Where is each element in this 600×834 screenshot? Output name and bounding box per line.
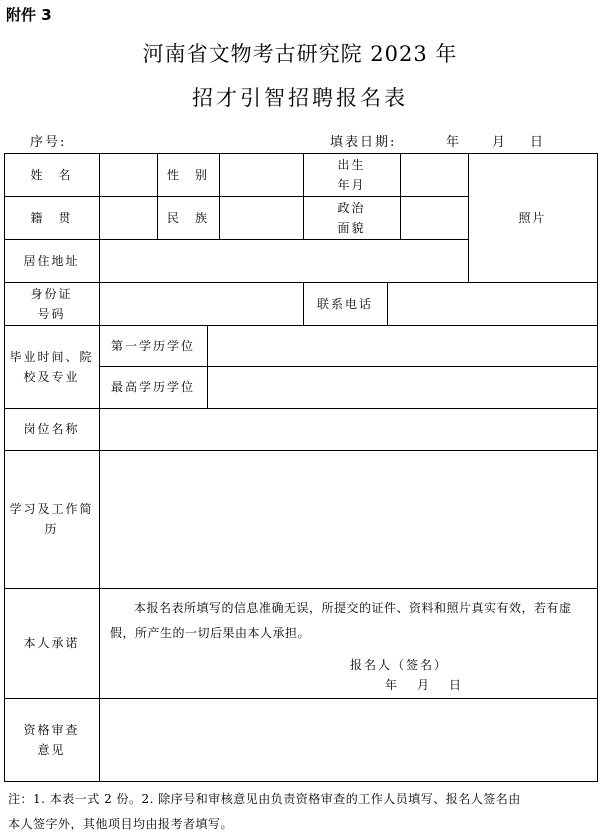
review-label — [4, 698, 99, 781]
resume-label-line1: 学习及工作简 — [9, 502, 94, 516]
political-status-field[interactable] — [400, 196, 468, 239]
fill-date-label: 填表日期: — [330, 135, 397, 150]
notes-line2: 本人签字外，其他项目均由报考者填写。 — [8, 817, 234, 831]
year-label: 年 — [446, 135, 462, 150]
position-field[interactable] — [99, 408, 597, 450]
name-field[interactable] — [99, 153, 157, 196]
ethnicity-field[interactable] — [219, 196, 303, 239]
id-label-line2: 号码 — [37, 306, 66, 321]
id-number-label — [4, 282, 99, 325]
sign-date-label: 年 月 日 — [385, 678, 466, 692]
address-field[interactable] — [99, 239, 468, 282]
pledge-text: 本报名表所填写的信息准确无误，所提交的证件、资料和照片真实有效，若有虚假，所产生的一切后果由本人承担。 — [110, 601, 572, 640]
phone-field[interactable] — [387, 282, 597, 325]
political-label-line2: 面貌 — [337, 220, 366, 235]
review-label-line2: 意见 — [37, 742, 66, 757]
month-label: 月 — [492, 135, 508, 150]
ethnicity-label: 民 族 — [166, 210, 209, 225]
highest-degree-field[interactable] — [207, 366, 597, 408]
id-number-field[interactable] — [99, 282, 303, 325]
notes-line1: 注：1. 本表一式 2 份。2. 除序号和审核意见由负责资格审查的工作人员填写、报名人签名由 — [8, 792, 521, 806]
name-label: 姓 名 — [30, 167, 73, 182]
resume-field[interactable] — [99, 450, 597, 588]
id-label-line1: 身份证 — [30, 286, 73, 301]
phone-label: 联系电话 — [316, 296, 373, 311]
gender-field[interactable] — [219, 153, 303, 196]
gender-label: 性 别 — [166, 167, 209, 182]
native-place-field[interactable] — [99, 196, 157, 239]
edu-label-line1: 毕业时间、院 — [9, 349, 94, 364]
edu-label-line2: 校及专业 — [23, 369, 80, 384]
attachment-label: 附件 3 — [6, 6, 52, 24]
form-title-line2: 招才引智招聘报名表 — [192, 86, 408, 110]
address-label: 居住地址 — [23, 253, 80, 268]
pledge-label: 本人承诺 — [23, 636, 80, 650]
political-label-line1: 政治 — [337, 200, 366, 215]
birth-date-label — [303, 153, 400, 196]
resume-label — [4, 450, 99, 588]
education-label — [4, 325, 99, 408]
first-degree-label: 第一学历学位 — [110, 338, 195, 353]
highest-degree-label: 最高学历学位 — [110, 380, 195, 394]
birth-label-line1: 出生 — [337, 157, 366, 172]
native-place-label: 籍 贯 — [30, 210, 73, 225]
form-title-line1: 河南省文物考古研究院 2023 年 — [142, 42, 458, 66]
position-label: 岗位名称 — [23, 422, 80, 436]
serial-label: 序号: — [30, 135, 67, 150]
political-status-label — [303, 196, 400, 239]
signer-label: 报名人（签名） — [350, 658, 449, 672]
birth-date-field[interactable] — [400, 153, 468, 196]
day-label: 日 — [530, 135, 546, 150]
review-label-line1: 资格审查 — [23, 722, 80, 737]
photo-box[interactable]: 照片 — [518, 210, 547, 225]
review-field[interactable] — [99, 698, 597, 781]
birth-label-line2: 年月 — [337, 177, 366, 192]
first-degree-field[interactable] — [207, 325, 597, 366]
resume-label-line2: 历 — [44, 522, 59, 536]
